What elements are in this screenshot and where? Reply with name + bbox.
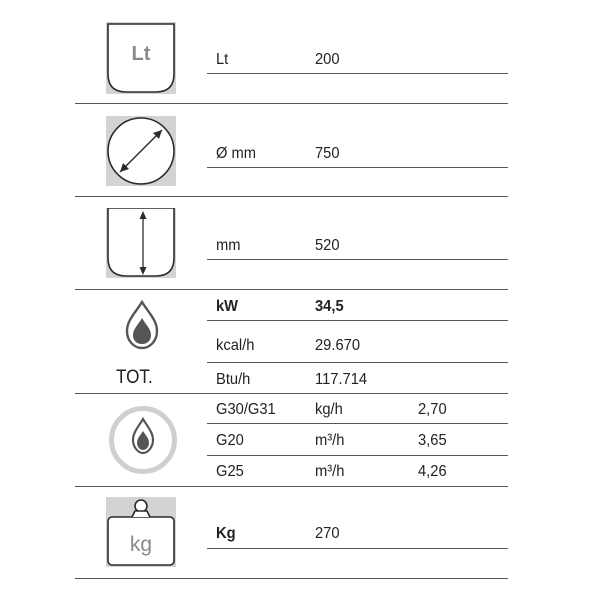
capacity-value: 200 <box>315 51 340 68</box>
weight-icon <box>106 497 176 567</box>
row-underline <box>207 362 508 363</box>
gas-type: G20 <box>216 432 244 449</box>
row-underline <box>207 259 508 260</box>
power-value: 117.714 <box>315 371 368 388</box>
diameter-value: 750 <box>315 145 340 162</box>
gas-flame-circle-icon <box>108 405 178 475</box>
section-divider <box>75 289 508 290</box>
power-value: 29.670 <box>315 337 361 354</box>
diameter-unit: Ø mm <box>216 145 257 162</box>
gas-unit: m³/h <box>315 463 345 480</box>
weight-value: 270 <box>315 525 340 542</box>
gas-value: 2,70 <box>418 401 447 418</box>
gas-type: G30/G31 <box>216 401 276 418</box>
flame-icon <box>124 300 160 350</box>
gas-value: 3,65 <box>418 432 447 449</box>
power-unit: kW <box>216 298 239 315</box>
total-label: TOT. <box>116 367 153 388</box>
row-underline <box>207 73 508 74</box>
section-divider <box>75 393 508 394</box>
row-underline <box>207 423 508 424</box>
section-divider <box>75 486 508 487</box>
gas-unit: kg/h <box>315 401 343 418</box>
row-underline <box>207 167 508 168</box>
height-icon <box>106 208 176 278</box>
capacity-icon-label: Lt <box>131 43 151 65</box>
weight-icon-label: kg <box>129 533 153 556</box>
weight-unit: Kg <box>216 525 236 542</box>
height-unit: mm <box>216 237 241 254</box>
row-underline <box>207 548 508 549</box>
gas-type: G25 <box>216 463 244 480</box>
row-underline <box>207 320 508 321</box>
diameter-icon <box>106 116 176 186</box>
section-divider <box>75 578 508 579</box>
gas-unit: m³/h <box>315 432 345 449</box>
power-unit: Btu/h <box>216 371 251 388</box>
capacity-icon <box>106 22 176 94</box>
power-value: 34,5 <box>315 298 344 315</box>
row-underline <box>207 455 508 456</box>
section-divider <box>75 103 508 104</box>
gas-value: 4,26 <box>418 463 447 480</box>
section-divider <box>75 196 508 197</box>
height-value: 520 <box>315 237 340 254</box>
capacity-unit: Lt <box>216 51 229 68</box>
power-unit: kcal/h <box>216 337 255 354</box>
